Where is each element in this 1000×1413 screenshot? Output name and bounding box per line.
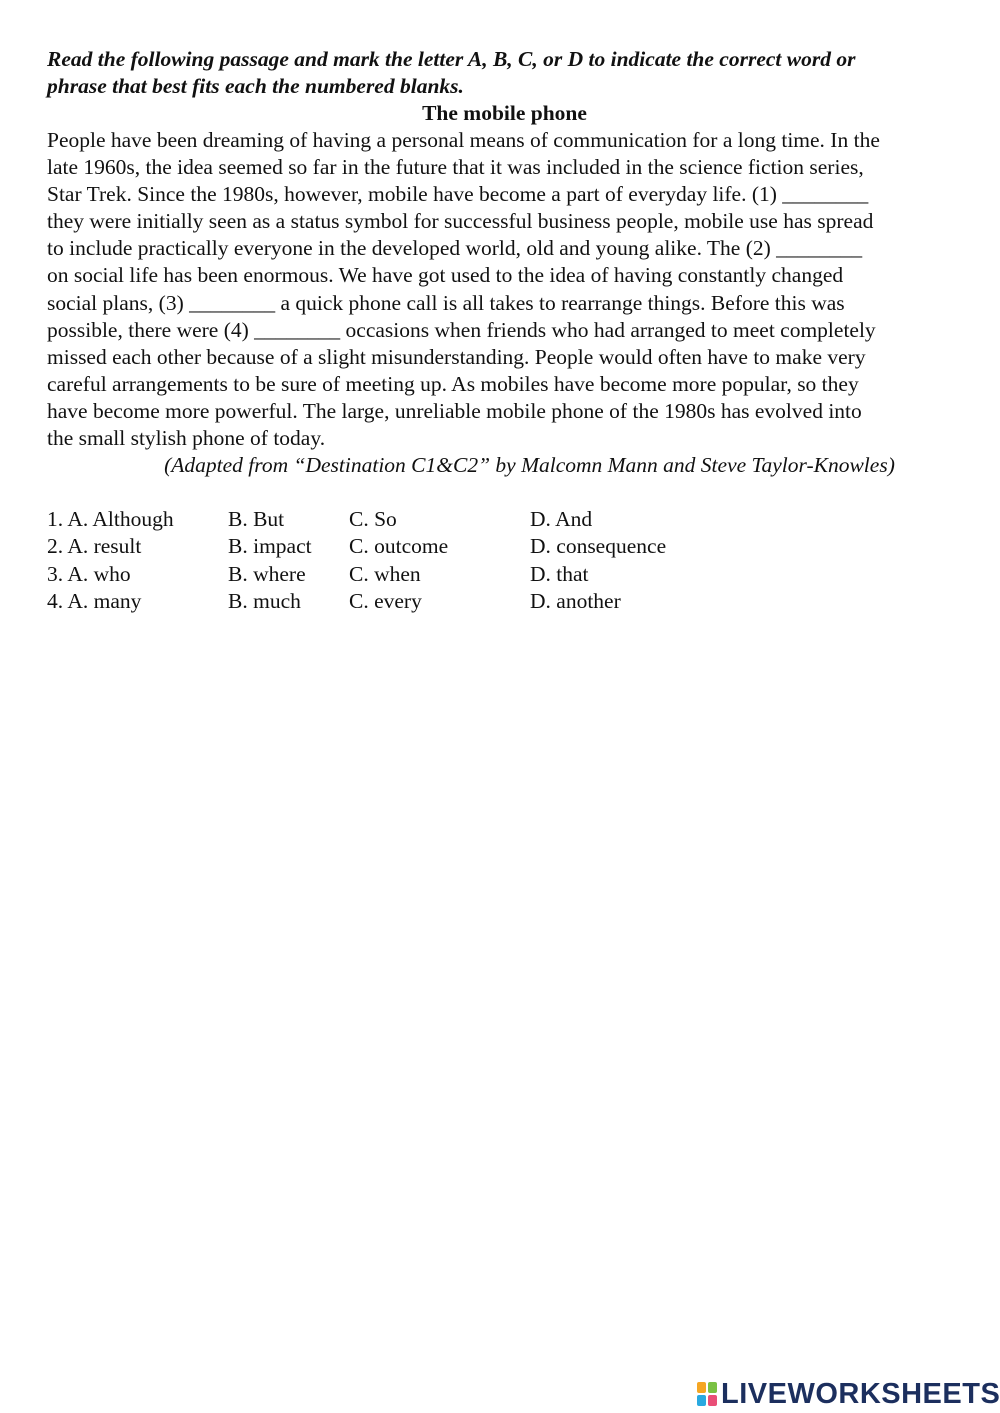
- option-c: C. So: [349, 507, 397, 532]
- instruction-line-1: Read the following passage and mark the letter A, B, C, or D to indicate the correct word or: [47, 47, 856, 71]
- liveworksheets-logo-icon: [697, 1382, 717, 1406]
- option-c: C. every: [349, 588, 422, 613]
- liveworksheets-logo[interactable]: [697, 1377, 1000, 1411]
- passage-title: The mobile phone: [422, 101, 587, 125]
- option-b: B. impact: [228, 534, 312, 559]
- instruction-line-2: phrase that best fits each the numbered blanks.: [47, 74, 464, 98]
- passage-line: the small stylish phone of today.: [47, 426, 326, 451]
- passage-line: careful arrangements to be sure of meeting up. As mobiles have become more popular, so they: [47, 371, 859, 396]
- passage-line: to include practically everyone in the developed world, old and young alike. The (2) ________: [47, 236, 863, 261]
- instruction: [47, 46, 962, 100]
- option-a: 4. A. many: [47, 588, 142, 613]
- passage-line: possible, there were (4) ________ occasions when friends who had arranged to meet completely: [47, 317, 876, 342]
- option-a: 3. A. who: [47, 561, 131, 586]
- option-b: B. But: [228, 507, 285, 532]
- question-row-3: [47, 561, 962, 588]
- logo-text: LIVEWORKSHEETS: [721, 1377, 1000, 1410]
- option-a: 1. A. Although: [47, 507, 174, 532]
- passage-line: Star Trek. Since the 1980s, however, mobile have become a part of everyday life. (1) ________: [47, 182, 869, 207]
- passage-line: social plans, (3) ________ a quick phone call is all takes to rearrange things. Before this was: [47, 290, 845, 315]
- passage-line: late 1960s, the idea seemed so far in the future that it was included in the science fiction series,: [47, 155, 864, 180]
- source-citation: (Adapted from “Destination C1&C2” by Malcomn Mann and Steve Taylor-Knowles): [164, 453, 895, 478]
- option-b: B. where: [228, 561, 306, 586]
- passage-line: they were initially seen as a status symbol for successful business people, mobile use has spread: [47, 209, 874, 234]
- option-d: D. another: [530, 588, 621, 613]
- passage-line: missed each other because of a slight misunderstanding. People would often have to make very: [47, 344, 866, 369]
- passage-line: People have been dreaming of having a personal means of communication for a long time. In the: [47, 128, 880, 152]
- option-d: D. consequence: [530, 534, 667, 559]
- worksheet-page: [47, 46, 962, 615]
- question-row-2: [47, 533, 962, 560]
- option-d: D. that: [530, 561, 589, 586]
- question-row-1: [47, 506, 962, 533]
- passage-line: have become more powerful. The large, unreliable mobile phone of the 1980s has evolved into: [47, 398, 862, 423]
- question-row-4: [47, 588, 962, 615]
- option-c: C. outcome: [349, 534, 449, 559]
- option-a: 2. A. result: [47, 534, 142, 559]
- answer-options: [47, 506, 962, 615]
- option-c: C. when: [349, 561, 421, 586]
- option-d: D. And: [530, 507, 593, 532]
- passage-text: [47, 127, 962, 452]
- passage-line: on social life has been enormous. We have got used to the idea of having constantly changed: [47, 263, 844, 288]
- option-b: B. much: [228, 588, 301, 613]
